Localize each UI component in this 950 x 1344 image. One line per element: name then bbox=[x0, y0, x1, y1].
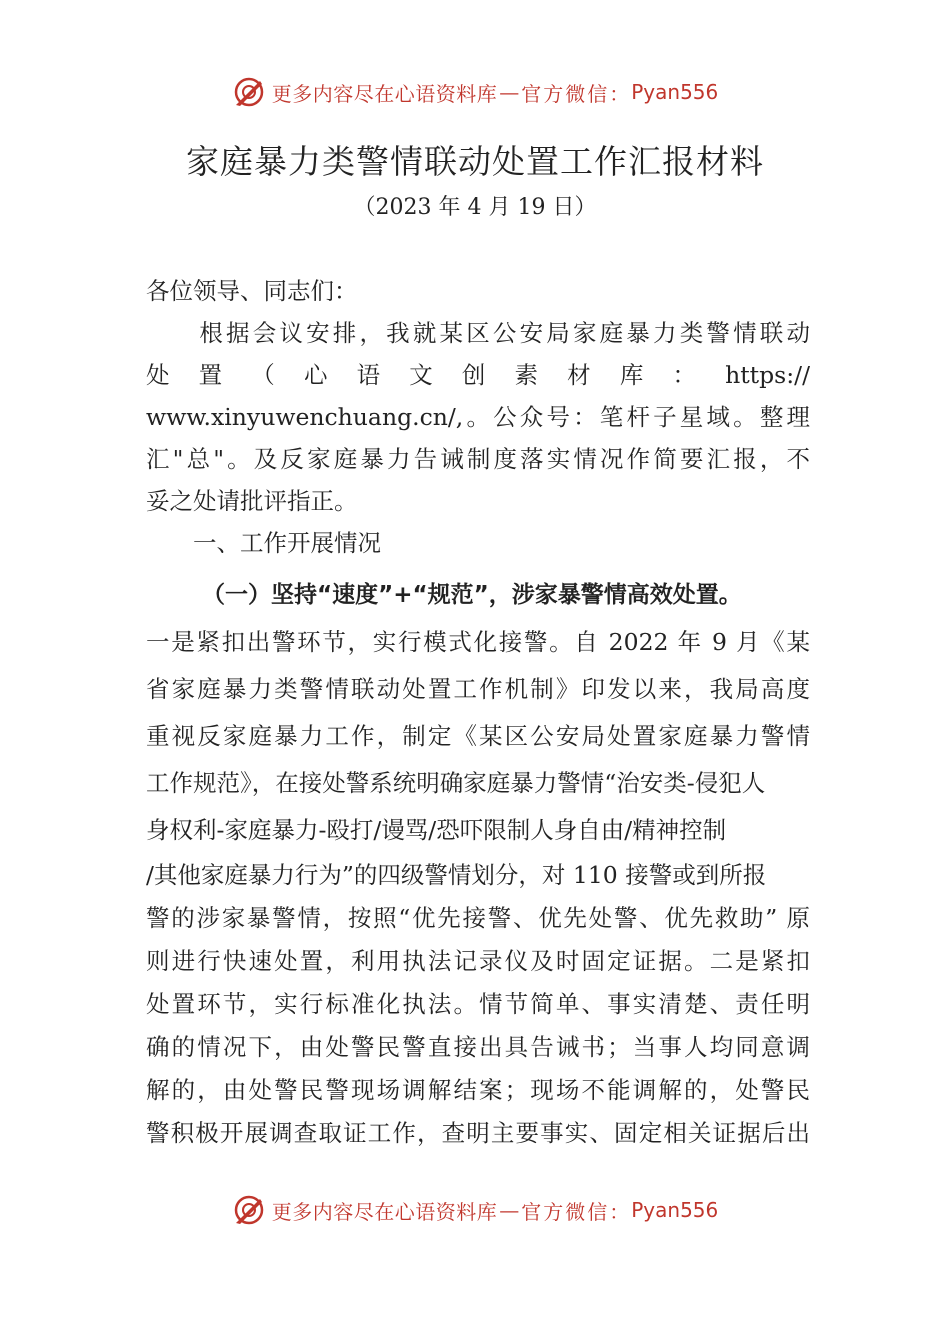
intro-line: www.xinyuwenchuang.cn/,。公众号：笔杆子星域。整理 bbox=[146, 403, 810, 431]
quill-seal-logo-icon bbox=[232, 75, 266, 109]
banner-separator: — bbox=[499, 1198, 520, 1222]
body-line: 一是紧扣出警环节，实行模式化接警。自 2022 年 9 月《某 bbox=[146, 628, 810, 656]
body-line: 身权利-家庭暴力-殴打/谩骂/恐吓限制人身自由/精神控制 bbox=[146, 816, 727, 844]
section-heading: 一、工作开展情况 bbox=[146, 529, 381, 557]
body-line: 重视反家庭暴力工作，制定《某区公安局处置家庭暴力警情 bbox=[146, 722, 810, 750]
intro-line: 汇"总"。及反家庭暴力告诫制度落实情况作简要汇报，不 bbox=[146, 445, 810, 473]
banner-label: 官方微信： bbox=[521, 81, 632, 106]
banner-wechat-id: Pyan556 bbox=[631, 1198, 719, 1222]
subheading: （一）坚持“速度”+“规范”，涉家暴警情高效处置。 bbox=[202, 582, 742, 608]
body-line: 工作规范》，在接处警系统明确家庭暴力警情“治安类-侵犯人 bbox=[146, 769, 766, 797]
body-line: 省家庭暴力类警情联动处置工作机制》印发以来，我局高度 bbox=[146, 675, 810, 703]
intro-line: 处 置 （ 心 语 文 创 素 材 库 ： https:// bbox=[146, 361, 810, 389]
document-title: 家庭暴力类警情联动处置工作汇报材料 bbox=[186, 142, 764, 181]
banner-wechat-id: Pyan556 bbox=[631, 80, 719, 104]
body-line: 则进行快速处置，利用执法记录仪及时固定证据。二是紧扣 bbox=[146, 947, 810, 975]
document-date: （2023 年 4 月 19 日） bbox=[353, 195, 597, 220]
body-line: 解的，由处警民警现场调解结案；现场不能调解的，处警民 bbox=[146, 1076, 810, 1104]
body-line: 警的涉家暴警情，按照“优先接警、优先处警、优先救助” 原 bbox=[146, 904, 810, 932]
banner-text: 更多内容尽在心语资料库 bbox=[271, 81, 498, 106]
body-paragraph bbox=[146, 619, 810, 1155]
quill-seal-logo-icon bbox=[232, 1193, 266, 1227]
body-line: 警积极开展调查取证工作，查明主要事实、固定相关证据后出 bbox=[146, 1119, 810, 1147]
body-line: 确的情况下，由处警民警直接出具告诫书；当事人均同意调 bbox=[146, 1033, 810, 1061]
banner-separator: — bbox=[499, 80, 520, 104]
bottom-banner bbox=[0, 1190, 950, 1230]
top-banner bbox=[0, 72, 950, 112]
intro-line: 妥之处请批评指正。 bbox=[146, 487, 358, 515]
subsection bbox=[146, 573, 810, 617]
body-line: /其他家庭暴力行为”的四级警情划分，对 110 接警或到所报 bbox=[146, 861, 767, 889]
banner-text: 更多内容尽在心语资料库 bbox=[271, 1199, 498, 1224]
salutation: 各位领导、同志们： bbox=[146, 277, 358, 305]
intro-line: 根据会议安排，我就某区公安局家庭暴力类警情联动 bbox=[146, 319, 810, 347]
banner-label: 官方微信： bbox=[521, 1199, 632, 1224]
document-body bbox=[146, 270, 810, 564]
body-line: 处置环节，实行标准化执法。情节简单、事实清楚、责任明 bbox=[146, 990, 810, 1018]
